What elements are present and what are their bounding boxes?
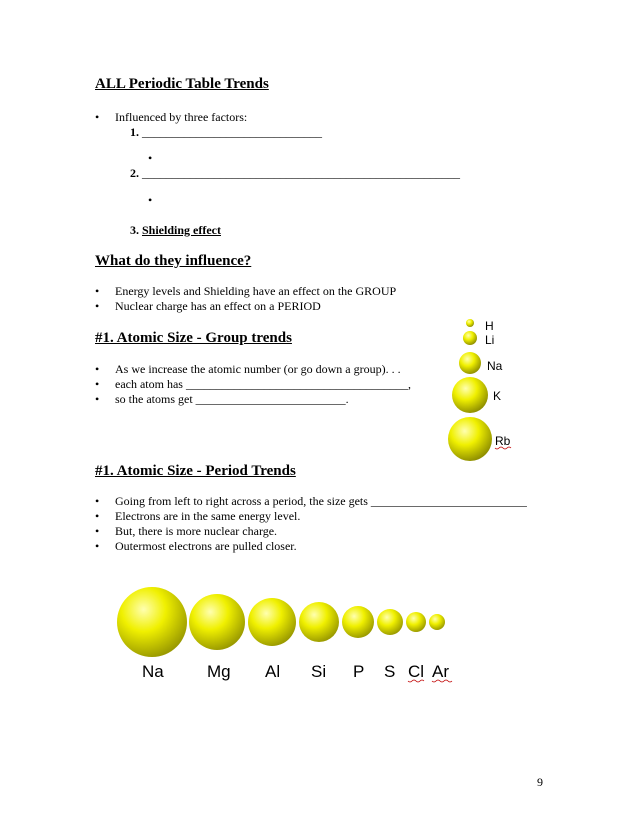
sphere-s bbox=[377, 609, 403, 635]
section-heading-period-trends: #1. Atomic Size - Period Trends bbox=[95, 463, 296, 479]
sphere-k bbox=[452, 377, 488, 413]
element-label: Si bbox=[311, 662, 327, 681]
list-item: • so the atoms get _________________________. bbox=[95, 392, 349, 406]
group-trends-list bbox=[95, 362, 445, 407]
sub-bullet: • bbox=[148, 151, 153, 165]
sphere-ar bbox=[429, 614, 445, 630]
factor-3: 3. Shielding effect bbox=[130, 223, 221, 237]
sphere-na bbox=[117, 587, 187, 657]
sphere-rb bbox=[448, 417, 492, 461]
sphere-al bbox=[248, 598, 296, 646]
list-item: • But, there is more nuclear charge. bbox=[95, 524, 278, 538]
sphere-si bbox=[299, 602, 339, 642]
element-label: Ar bbox=[432, 662, 449, 681]
section-heading-influence: What do they influence? bbox=[95, 253, 252, 269]
period-trends-list bbox=[95, 494, 575, 554]
period-trend-diagram bbox=[110, 582, 470, 687]
sphere-li bbox=[463, 331, 477, 345]
influence-list bbox=[95, 284, 495, 314]
element-label: Li bbox=[485, 333, 495, 347]
list-item: • Energy levels and Shielding have an effect on the GROUP bbox=[95, 284, 397, 298]
element-label: Rb bbox=[495, 434, 511, 448]
sphere-h bbox=[466, 319, 474, 327]
element-label: Na bbox=[487, 359, 503, 373]
sphere-na bbox=[459, 352, 481, 374]
element-label: Na bbox=[142, 662, 164, 681]
list-item: • Going from left to right across a period, the size gets __________________________ bbox=[95, 494, 527, 508]
section-heading-group-trends: #1. Atomic Size - Group trends bbox=[95, 330, 292, 346]
list-item: • Influenced by three factors: bbox=[95, 110, 248, 124]
element-label: P bbox=[353, 662, 365, 681]
factor-1: 1. ______________________________ bbox=[130, 125, 322, 139]
element-label: Cl bbox=[408, 662, 425, 681]
sphere-p bbox=[342, 606, 374, 638]
list-item: • Nuclear charge has an effect on a PERIOD bbox=[95, 299, 321, 313]
element-label: Al bbox=[265, 662, 281, 681]
sub-bullet: • bbox=[148, 193, 153, 207]
sphere-mg bbox=[189, 594, 245, 650]
group-trend-diagram bbox=[440, 312, 530, 467]
page-title: ALL Periodic Table Trends bbox=[95, 76, 269, 92]
list-item: • As we increase the atomic number (or go down a group). . . bbox=[95, 362, 401, 376]
sphere-cl bbox=[406, 612, 426, 632]
list-item: • each atom has _____________________________________, bbox=[95, 377, 411, 391]
element-label: H bbox=[485, 319, 494, 333]
intro-list bbox=[95, 110, 595, 125]
list-item: • Outermost electrons are pulled closer. bbox=[95, 539, 297, 553]
factor-2: 2. _____________________________________________________ bbox=[130, 166, 460, 180]
list-item: • Electrons are in the same energy level. bbox=[95, 509, 301, 523]
element-label: K bbox=[493, 389, 502, 403]
element-label: S bbox=[384, 662, 396, 681]
element-label: Mg bbox=[207, 662, 231, 681]
page-number: 9 bbox=[537, 775, 543, 789]
